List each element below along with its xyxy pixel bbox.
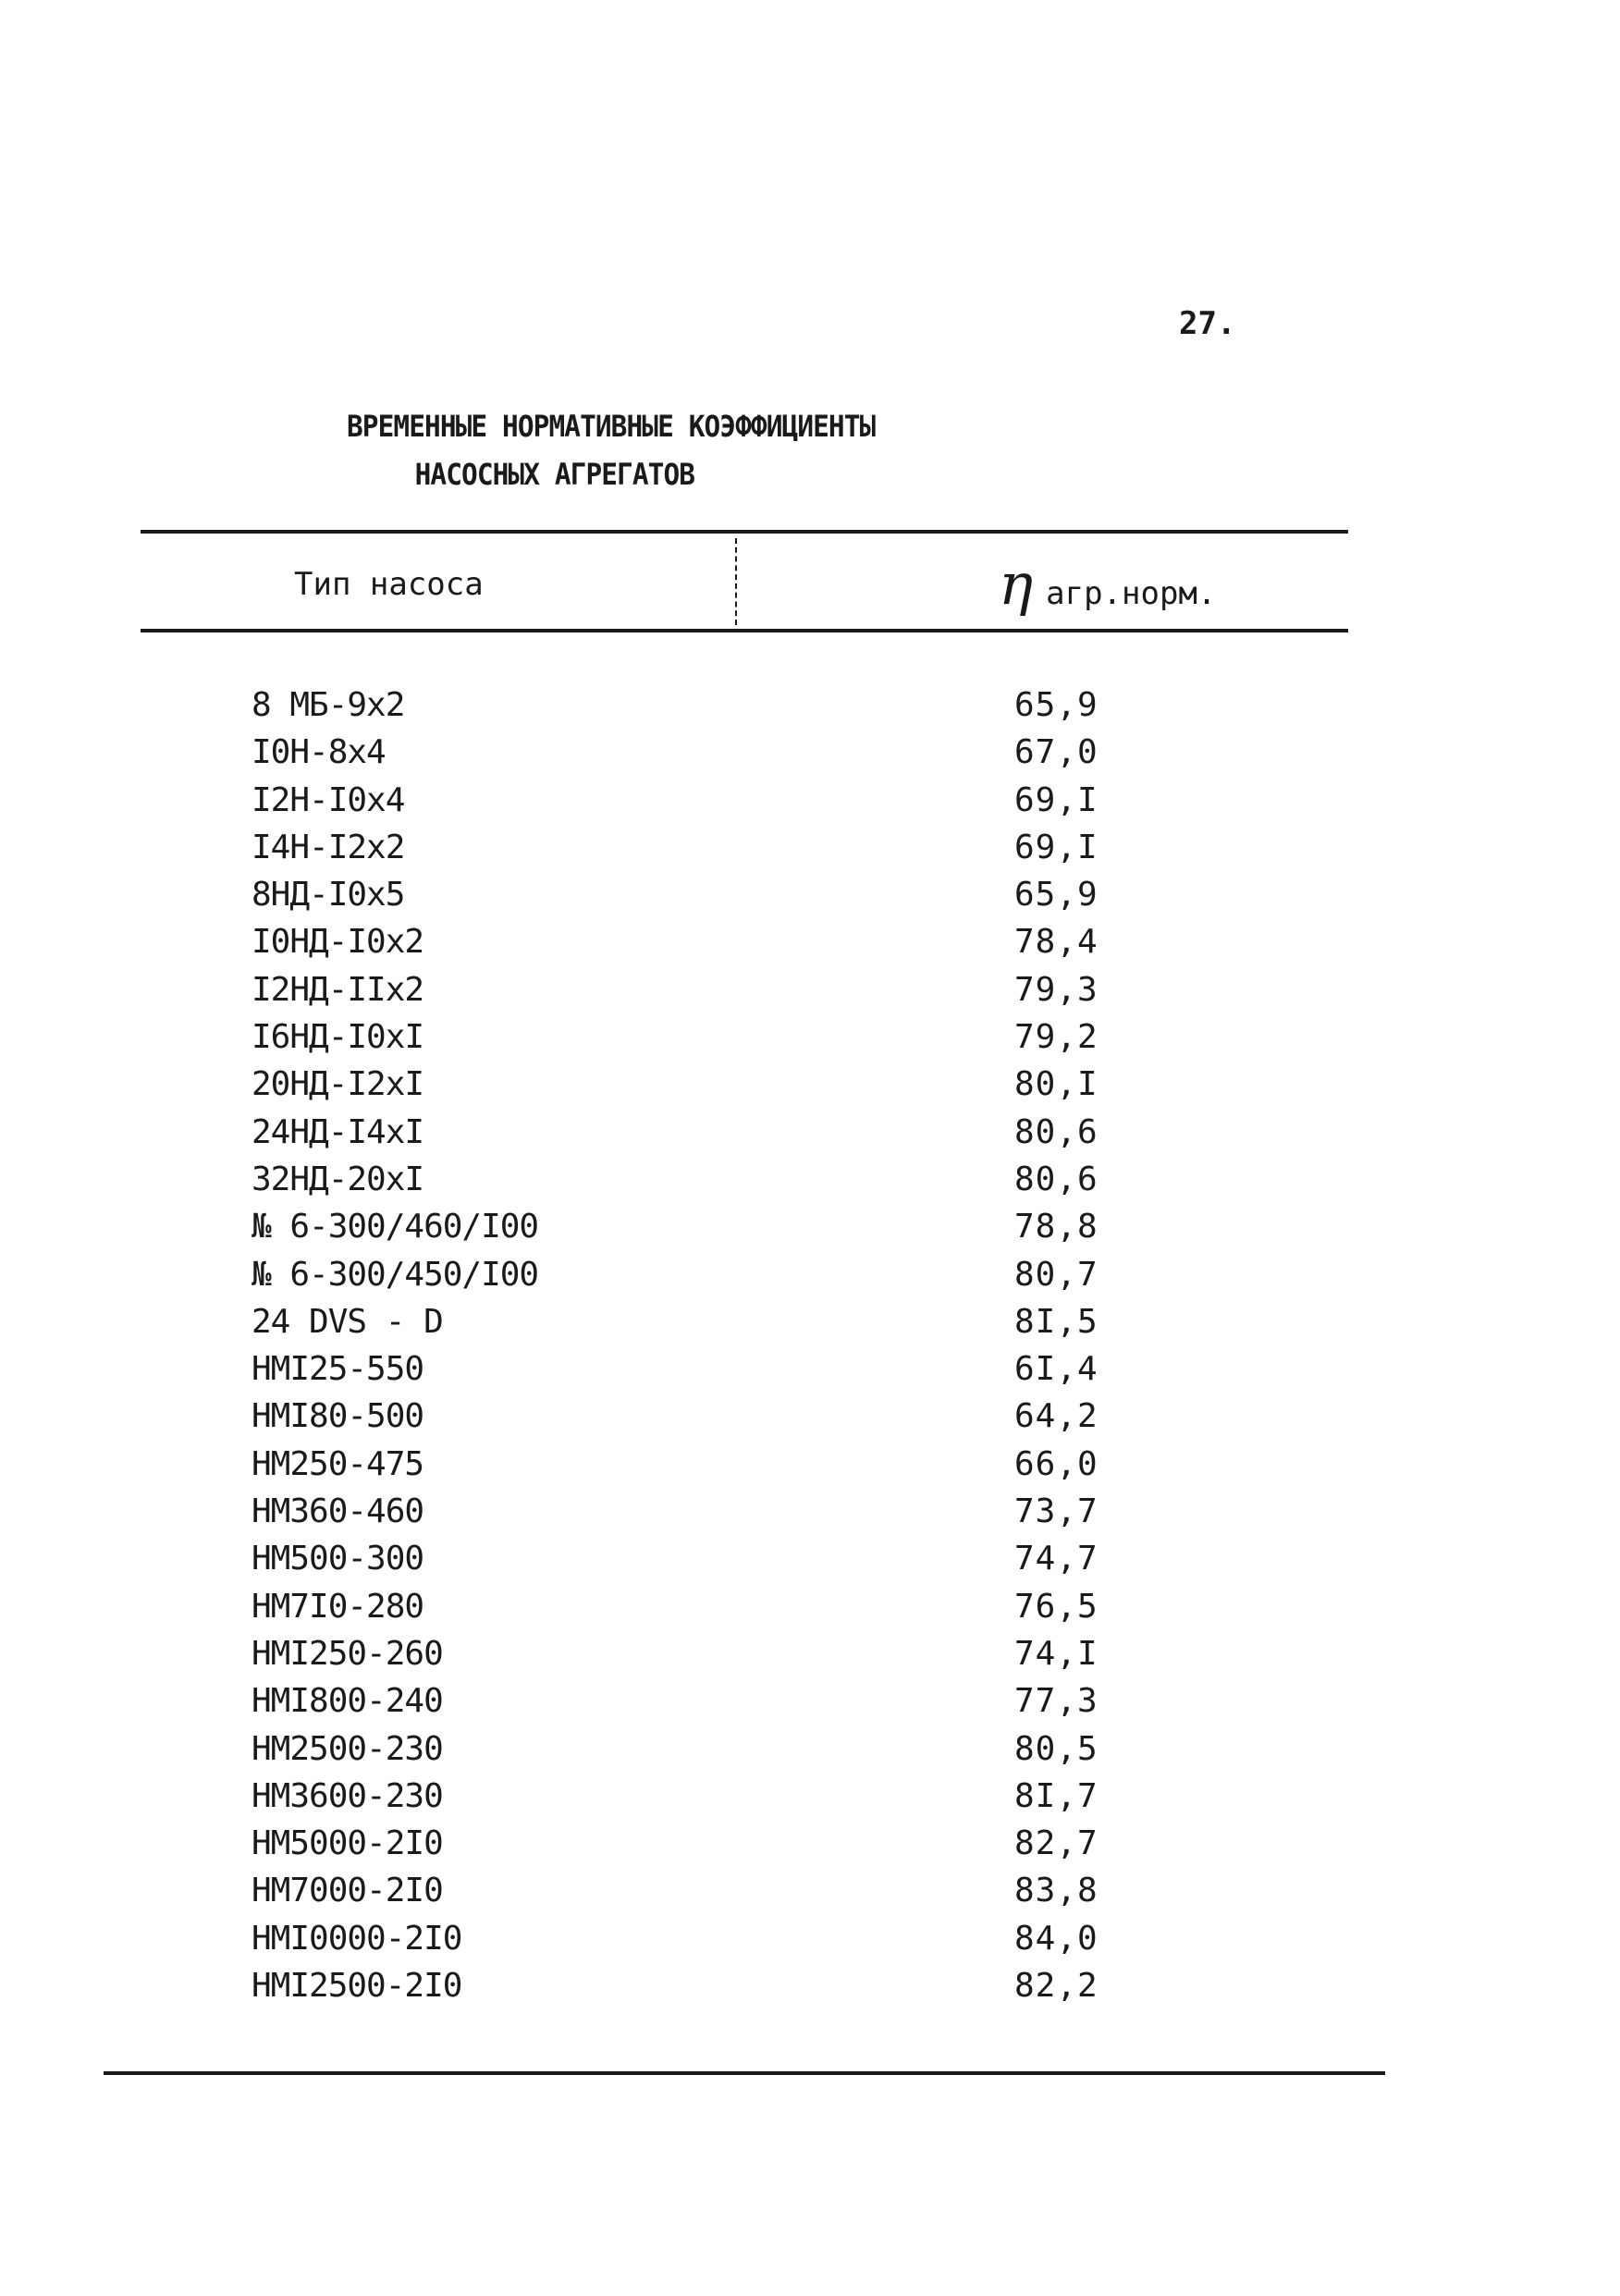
pump-type-cell: 8 МБ-9х2 [252,686,405,724]
efficiency-value-cell: 6I,4 [1014,1350,1098,1389]
table-row [0,1256,1620,1303]
document-title [347,402,875,498]
efficiency-value-cell: 69,I [1014,828,1098,866]
table-row [0,829,1620,876]
pump-type-cell: НМI2500-2I0 [252,1967,462,2006]
pump-type-cell: I4Н-I2х2 [252,828,405,866]
pump-type-cell: I6НД-I0хI [252,1018,424,1057]
efficiency-value-cell: 80,5 [1014,1729,1098,1768]
table-row [0,1397,1620,1444]
pump-type-cell: 24 DVS - D [252,1302,443,1341]
efficiency-value-cell: 64,2 [1014,1397,1098,1436]
efficiency-value-cell: 66,0 [1014,1444,1098,1483]
efficiency-value-cell: 67,0 [1014,733,1098,772]
table-row [0,1635,1620,1682]
efficiency-value-cell: 82,7 [1014,1824,1098,1863]
table-row [0,1588,1620,1635]
efficiency-value-cell: 74,7 [1014,1540,1098,1578]
table-bottom-rule [104,2071,1385,2075]
page-number: 27. [1179,305,1236,342]
table-row [0,1303,1620,1350]
pump-type-cell: НМ3600-230 [252,1776,443,1815]
efficiency-value-cell: 77,3 [1014,1682,1098,1721]
table-row [0,1160,1620,1208]
table-row [0,1824,1620,1872]
table-row [0,1492,1620,1540]
table-row [0,1445,1620,1492]
efficiency-value-cell: 80,I [1014,1065,1098,1104]
efficiency-value-cell: 79,3 [1014,970,1098,1009]
table-row [0,1682,1620,1729]
table-row [0,1018,1620,1065]
pump-type-cell: НМ5000-2I0 [252,1824,443,1863]
column-header-pump-type: Тип насоса [294,566,484,603]
pump-type-cell: I2НД-IIх2 [252,970,424,1009]
table-row [0,971,1620,1018]
table-row [0,876,1620,923]
table-row [0,1730,1620,1777]
title-line-1: ВРЕМЕННЫЕ НОРМАТИВНЫЕ КОЭФФИЦИЕНТЫ [347,409,876,444]
efficiency-value-cell: 8I,5 [1014,1302,1098,1341]
efficiency-value-cell: 65,9 [1014,686,1098,724]
pump-type-cell: НМI800-240 [252,1682,443,1721]
table-row [0,923,1620,970]
efficiency-value-cell: 79,2 [1014,1018,1098,1057]
eta-symbol: η [999,550,1034,618]
efficiency-value-cell: 78,4 [1014,923,1098,962]
efficiency-value-cell: 80,6 [1014,1160,1098,1198]
table-row [0,1872,1620,1919]
pump-type-cell: НМ7000-2I0 [252,1872,443,1910]
efficiency-value-cell: 80,7 [1014,1255,1098,1294]
eta-label: агр.норм. [1046,575,1217,612]
efficiency-value-cell: 65,9 [1014,876,1098,915]
efficiency-value-cell: 8I,7 [1014,1776,1098,1815]
pump-type-cell: № 6-300/460/I00 [252,1208,539,1246]
table-body [0,686,1620,2014]
pump-type-cell: НМ360-460 [252,1492,424,1531]
pump-type-cell: НМ7I0-280 [252,1587,424,1626]
pump-type-cell: 32НД-20хI [252,1160,424,1198]
table-header-rule [141,629,1348,632]
table-row [0,781,1620,829]
table-row [0,1540,1620,1587]
table-row [0,1920,1620,1967]
column-header-efficiency [999,550,1217,618]
table-row [0,1967,1620,2014]
efficiency-value-cell: 84,0 [1014,1919,1098,1958]
pump-type-cell: № 6-300/450/I00 [252,1255,539,1294]
table-row [0,686,1620,733]
pump-type-cell: I0НД-I0х2 [252,923,424,962]
pump-type-cell: НМ250-475 [252,1444,424,1483]
table-row [0,1065,1620,1112]
efficiency-value-cell: 74,I [1014,1634,1098,1673]
efficiency-value-cell: 80,6 [1014,1112,1098,1151]
pump-type-cell: НМI0000-2I0 [252,1919,462,1958]
column-divider [735,538,737,625]
pump-type-cell: НМI250-260 [252,1634,443,1673]
pump-type-cell: 20НД-I2хI [252,1065,424,1104]
table-row [0,1777,1620,1824]
pump-type-cell: 8НД-I0х5 [252,876,405,915]
efficiency-value-cell: 69,I [1014,780,1098,819]
efficiency-value-cell: 78,8 [1014,1208,1098,1246]
efficiency-value-cell: 73,7 [1014,1492,1098,1531]
table-top-rule [141,530,1348,534]
pump-type-cell: НМI25-550 [252,1350,424,1389]
pump-type-cell: НМ2500-230 [252,1729,443,1768]
pump-type-cell: НМI80-500 [252,1397,424,1436]
efficiency-value-cell: 76,5 [1014,1587,1098,1626]
table-row [0,1208,1620,1255]
pump-type-cell: I2Н-I0х4 [252,780,405,819]
table-row [0,733,1620,780]
efficiency-value-cell: 83,8 [1014,1872,1098,1910]
pump-type-cell: НМ500-300 [252,1540,424,1578]
pump-type-cell: I0Н-8х4 [252,733,386,772]
efficiency-value-cell: 82,2 [1014,1967,1098,2006]
pump-type-cell: 24НД-I4хI [252,1112,424,1151]
title-line-2: НАСОСНЫХ АГРЕГАТОВ [414,457,695,492]
table-row [0,1113,1620,1160]
table-row [0,1350,1620,1397]
